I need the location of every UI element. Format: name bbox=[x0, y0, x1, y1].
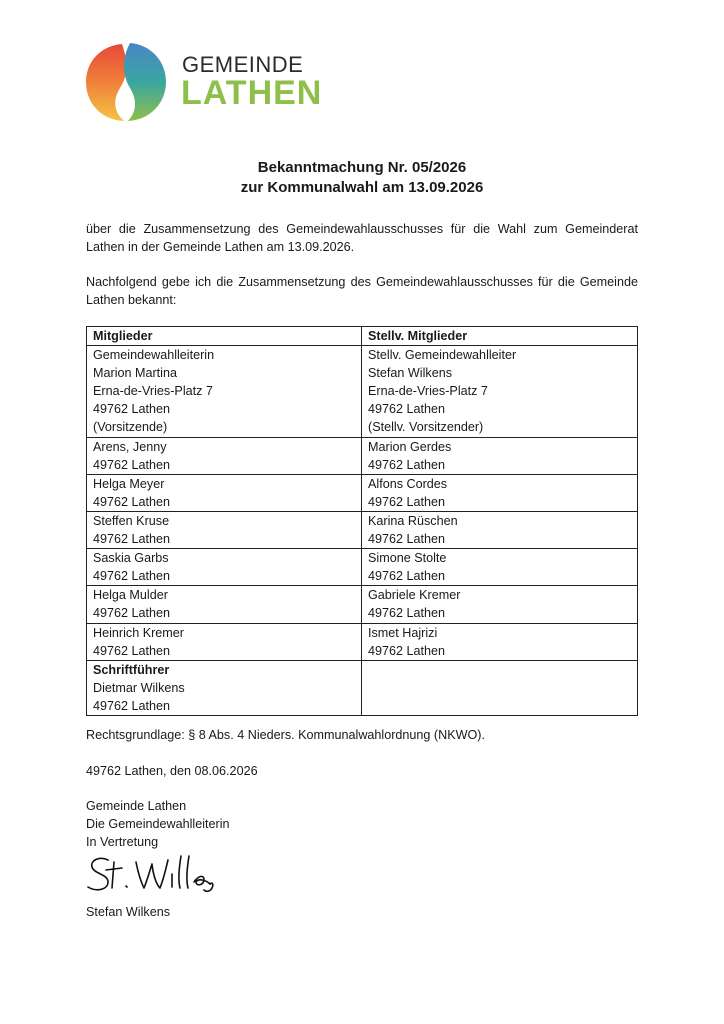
deputy-name: Simone Stolte bbox=[368, 551, 447, 566]
closing-municipality: Gemeinde Lathen bbox=[86, 799, 187, 813]
member-cell bbox=[87, 586, 362, 623]
table-row bbox=[87, 623, 638, 660]
empty-cell bbox=[362, 660, 638, 715]
member-role: Gemeindewahlleiterin bbox=[93, 348, 215, 363]
place-and-date: 49762 Lathen, den 08.06.2026 bbox=[86, 764, 258, 778]
deputy-cell bbox=[362, 586, 638, 623]
handwritten-signature bbox=[86, 852, 216, 894]
member-name: Heinrich Kremer bbox=[93, 625, 184, 640]
secretary-cell bbox=[87, 660, 362, 715]
intro-paragraph: über die Zusammensetzung des Gemeindewahlausschusses für die Wahl zum Gemeinderat Lathen in der Gemeinde Lathen am 13.09.2026. bbox=[86, 222, 638, 254]
member-cell bbox=[87, 549, 362, 586]
logo-text-gemeinde: GEMEINDE bbox=[182, 52, 304, 77]
column-header-members: Mitglieder bbox=[87, 327, 362, 346]
member-city: 49762 Lathen bbox=[93, 569, 171, 584]
member-city: 49762 Lathen bbox=[93, 532, 171, 547]
legal-basis: Rechtsgrundlage: § 8 Abs. 4 Nieders. Kommunalwahlordnung (NKWO). bbox=[86, 728, 485, 742]
member-cell bbox=[87, 346, 362, 437]
deputy-city: 49762 Lathen bbox=[368, 402, 446, 417]
closing-office: Die Gemeindewahlleiterin bbox=[86, 817, 230, 831]
member-cell bbox=[87, 474, 362, 511]
deputy-cell bbox=[362, 437, 638, 474]
closing-representation: In Vertretung bbox=[86, 835, 159, 849]
deputy-cell bbox=[362, 511, 638, 548]
signer-name: Stefan Wilkens bbox=[86, 905, 170, 919]
member-name: Arens, Jenny bbox=[93, 439, 167, 454]
deputy-cell bbox=[362, 549, 638, 586]
member-name: Marion Martina bbox=[93, 366, 177, 381]
lead-paragraph: Nachfolgend gebe ich die Zusammensetzung des Gemeindewahlausschusses für die Gemeinde Lathen bekannt: bbox=[86, 275, 638, 307]
deputy-name: Ismet Hajrizi bbox=[368, 625, 438, 640]
member-city: 49762 Lathen bbox=[93, 494, 171, 509]
member-cell bbox=[87, 437, 362, 474]
committee-table bbox=[86, 326, 638, 716]
deputy-street: Erna-de-Vries-Platz 7 bbox=[368, 384, 488, 399]
member-city: 49762 Lathen bbox=[93, 606, 171, 621]
table-header-row bbox=[87, 327, 638, 346]
deputy-name: Stefan Wilkens bbox=[368, 366, 452, 381]
deputy-cell bbox=[362, 474, 638, 511]
secretary-label: Schriftführer bbox=[93, 662, 170, 677]
deputy-name: Karina Rüschen bbox=[368, 513, 458, 528]
deputy-name: Alfons Cordes bbox=[368, 476, 448, 491]
announcement-subtitle: zur Kommunalwahl am 13.09.2026 bbox=[240, 179, 484, 196]
member-street: Erna-de-Vries-Platz 7 bbox=[93, 384, 213, 399]
table-row bbox=[87, 549, 638, 586]
logo-text-lathen: LATHEN bbox=[181, 74, 323, 112]
table-row bbox=[87, 346, 638, 437]
secretary-city: 49762 Lathen bbox=[93, 698, 171, 713]
deputy-function: (Stellv. Vorsitzender) bbox=[368, 420, 484, 435]
member-cell bbox=[87, 511, 362, 548]
municipality-logo bbox=[86, 42, 336, 124]
deputy-role: Stellv. Gemeindewahlleiter bbox=[368, 348, 517, 363]
logo-swirl-icon bbox=[86, 42, 166, 122]
table-row-secretary bbox=[87, 660, 638, 715]
deputy-name: Marion Gerdes bbox=[368, 439, 452, 454]
deputy-cell bbox=[362, 346, 638, 437]
member-city: 49762 Lathen bbox=[93, 457, 171, 472]
deputy-city: 49762 Lathen bbox=[368, 569, 446, 584]
member-cell bbox=[87, 623, 362, 660]
deputy-city: 49762 Lathen bbox=[368, 606, 446, 621]
deputy-city: 49762 Lathen bbox=[368, 494, 446, 509]
table-row bbox=[87, 437, 638, 474]
deputy-name: Gabriele Kremer bbox=[368, 588, 461, 603]
table-row bbox=[87, 586, 638, 623]
member-name: Helga Meyer bbox=[93, 476, 165, 491]
announcement-title: Bekanntmachung Nr. 05/2026 bbox=[257, 159, 467, 176]
member-name: Helga Mulder bbox=[93, 588, 168, 603]
table-row bbox=[87, 474, 638, 511]
deputy-cell bbox=[362, 623, 638, 660]
member-name: Steffen Kruse bbox=[93, 513, 170, 528]
secretary-name: Dietmar Wilkens bbox=[93, 680, 185, 695]
table-row bbox=[87, 511, 638, 548]
member-function: (Vorsitzende) bbox=[93, 420, 168, 435]
member-city: 49762 Lathen bbox=[93, 402, 171, 417]
deputy-city: 49762 Lathen bbox=[368, 532, 446, 547]
deputy-city: 49762 Lathen bbox=[368, 643, 446, 658]
deputy-city: 49762 Lathen bbox=[368, 457, 446, 472]
member-name: Saskia Garbs bbox=[93, 551, 169, 566]
member-city: 49762 Lathen bbox=[93, 643, 171, 658]
column-header-deputies: Stellv. Mitglieder bbox=[362, 327, 638, 346]
